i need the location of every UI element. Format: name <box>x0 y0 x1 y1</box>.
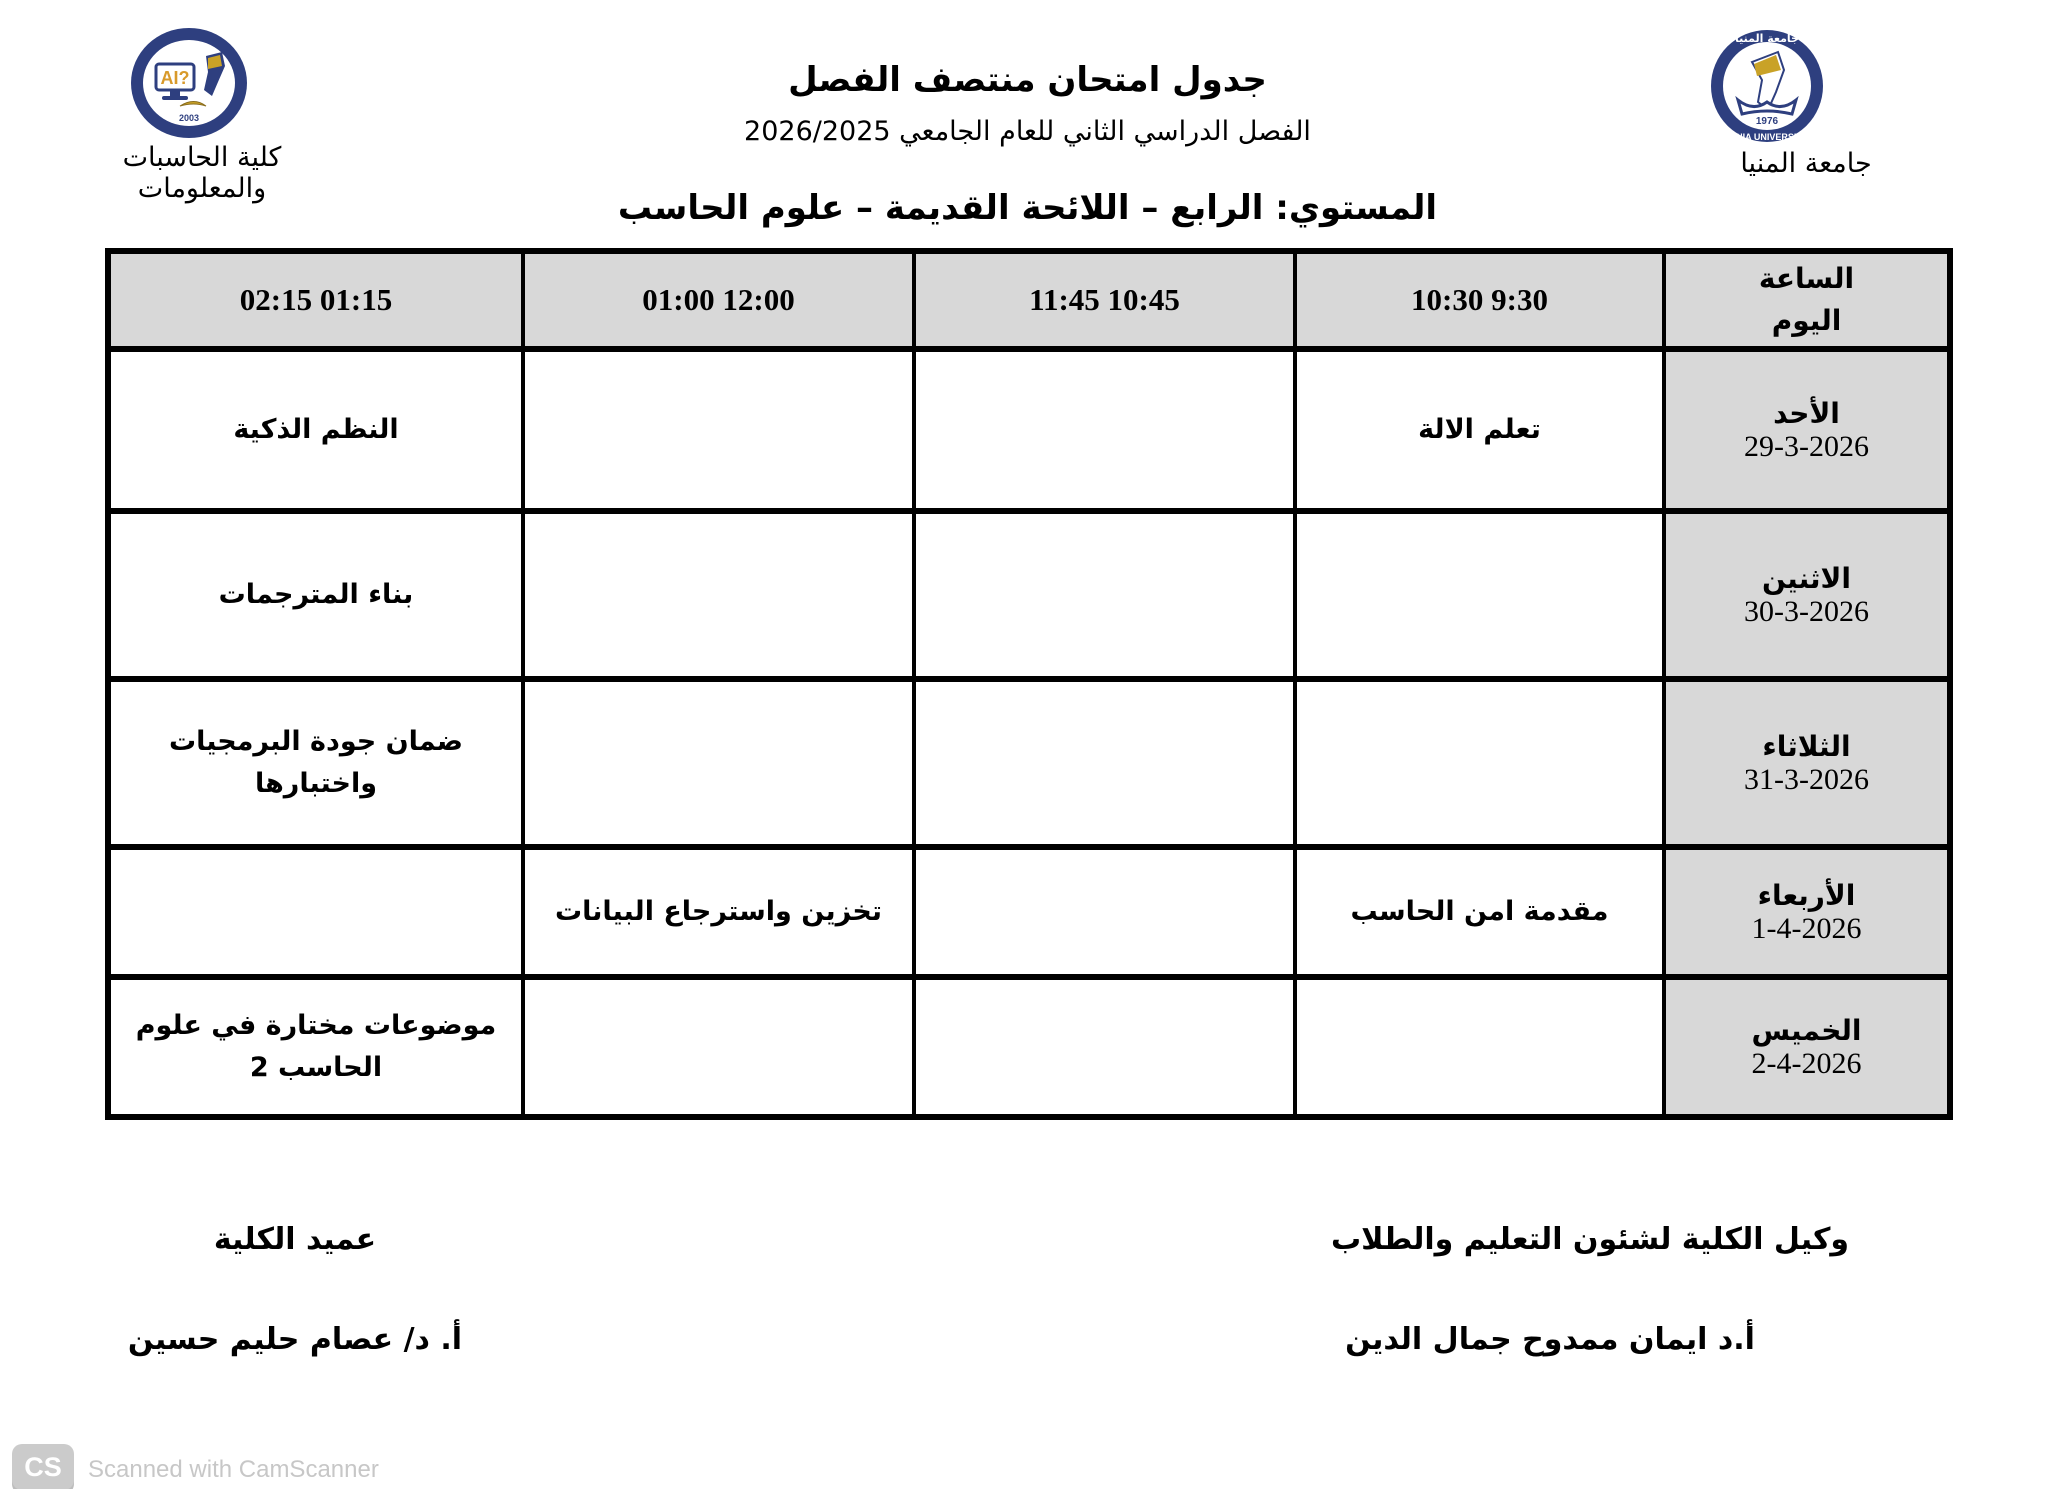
day-name: الثلاثاء <box>1762 729 1851 763</box>
faculty-name: كلية الحاسبات والمعلومات <box>122 142 282 204</box>
exam-cell <box>914 349 1295 511</box>
day-date: 2-4-2026 <box>1751 1046 1862 1080</box>
time-slot-label: 02:15 01:15 <box>239 282 393 317</box>
day-cell-sunday <box>1664 349 1950 511</box>
day-name: الأحد <box>1773 396 1840 430</box>
time-slot-header <box>108 251 523 349</box>
exam-cell: ضمان جودة البرمجيات واختبارها <box>108 679 523 847</box>
vice-dean-title: وكيل الكلية لشئون التعليم والطلاب <box>1330 1222 1850 1257</box>
exam-cell <box>914 679 1295 847</box>
camscanner-watermark: Scanned with CamScanner <box>88 1456 379 1483</box>
day-date: 1-4-2026 <box>1751 911 1862 945</box>
day-name: الخميس <box>1751 1013 1862 1047</box>
exam-cell <box>1295 977 1664 1117</box>
time-slot-header <box>914 251 1295 349</box>
page-title: جدول امتحان منتصف الفصل <box>788 60 1267 100</box>
exam-cell <box>523 679 914 847</box>
university-name: جامعة المنيا <box>1740 148 1872 179</box>
day-cell-monday <box>1664 511 1950 679</box>
time-slot-label: 10:30 9:30 <box>1411 282 1548 317</box>
day-date: 29-3-2026 <box>1744 429 1869 463</box>
svg-text:MINIA UNIVERSITY: MINIA UNIVERSITY <box>1726 132 1808 142</box>
time-slot-header <box>1295 251 1664 349</box>
level-title: المستوي: الرابع – اللائحة القديمة – علوم الحاسب <box>617 188 1438 228</box>
exam-cell <box>914 977 1295 1117</box>
svg-text:1976: 1976 <box>1755 116 1779 127</box>
day-date: 30-3-2026 <box>1744 594 1869 628</box>
day-cell-tuesday <box>1664 679 1950 847</box>
day-date: 31-3-2026 <box>1744 762 1869 796</box>
exam-cell <box>1295 679 1664 847</box>
exam-cell <box>1295 511 1664 679</box>
exam-cell <box>523 977 914 1117</box>
exam-schedule-table <box>105 248 1953 1120</box>
svg-text:AI?: AI? <box>160 68 190 88</box>
exam-cell <box>108 847 523 977</box>
exam-cell <box>914 847 1295 977</box>
vice-dean-name: أ.د ايمان ممدوح جمال الدين <box>1345 1322 1755 1357</box>
day-cell-thursday <box>1664 977 1950 1117</box>
page-subtitle: الفصل الدراسي الثاني للعام الجامعي 2026/2025 <box>744 116 1311 147</box>
table-row <box>108 511 1950 679</box>
table-row <box>108 977 1950 1117</box>
time-slot-label: 11:45 10:45 <box>1029 282 1180 317</box>
time-slot-label: 01:00 12:00 <box>642 282 795 317</box>
corner-header-cell <box>1664 251 1950 349</box>
dean-title: عميد الكلية <box>213 1222 377 1257</box>
exam-cell: تعلم الالة <box>1295 349 1664 511</box>
day-name: الاثنين <box>1761 561 1852 595</box>
table-row <box>108 349 1950 511</box>
exam-cell: النظم الذكية <box>108 349 523 511</box>
svg-text:جامعة المنيا: جامعة المنيا <box>1735 32 1799 45</box>
dean-name: أ. د/ عصام حليم حسين <box>127 1322 463 1357</box>
exam-cell <box>523 349 914 511</box>
table-row <box>108 679 1950 847</box>
exam-cell: مقدمة امن الحاسب <box>1295 847 1664 977</box>
camscanner-badge-icon: CS <box>12 1444 74 1489</box>
corner-hour-label: الساعة <box>1758 262 1855 295</box>
exam-cell: تخزين واسترجاع البيانات <box>523 847 914 977</box>
exam-cell <box>523 511 914 679</box>
time-slot-header <box>523 251 914 349</box>
table-row <box>108 847 1950 977</box>
day-cell-wednesday <box>1664 847 1950 977</box>
exam-cell: بناء المترجمات <box>108 511 523 679</box>
exam-cell: موضوعات مختارة في علوم الحاسب 2 <box>108 977 523 1117</box>
exam-cell <box>914 511 1295 679</box>
day-name: الأربعاء <box>1757 878 1856 912</box>
table-header-row <box>108 251 1950 349</box>
svg-text:2003: 2003 <box>178 113 200 123</box>
corner-day-label: اليوم <box>1771 304 1842 337</box>
